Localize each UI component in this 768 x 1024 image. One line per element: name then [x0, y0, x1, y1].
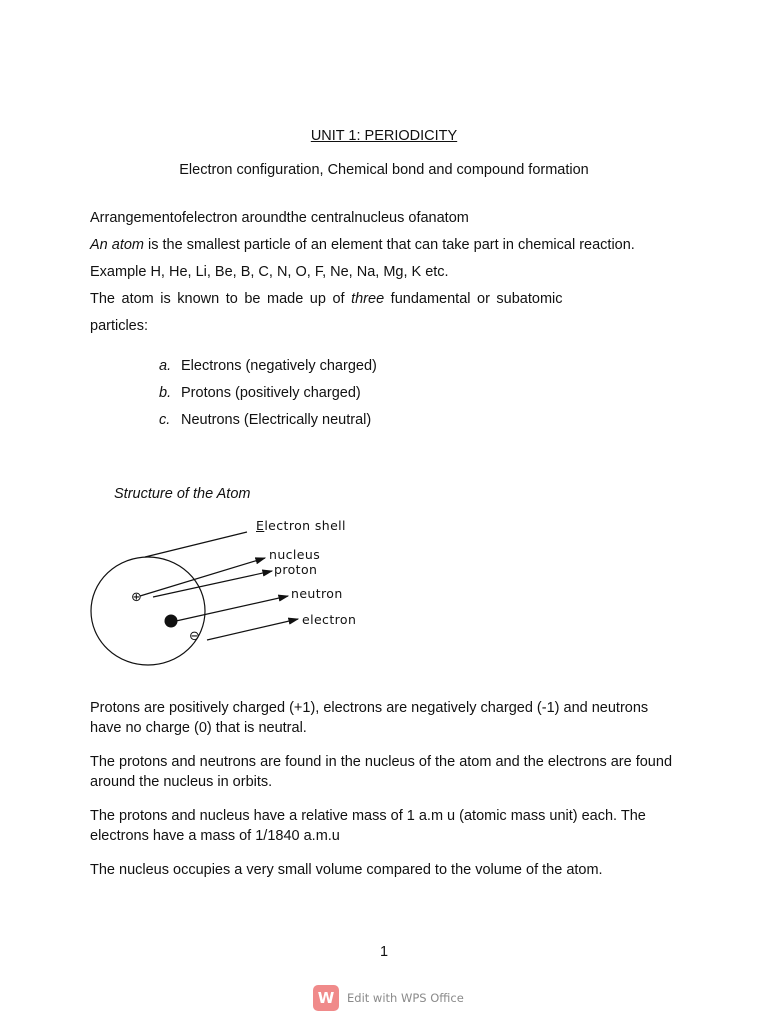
- electron-shell-circle: [91, 557, 205, 665]
- atom-definition-text: is the smallest particle of an element that can take part in chemical reaction.: [144, 237, 635, 253]
- electron-shell-pointer: [145, 532, 247, 557]
- page-subtitle: Electron configuration, Chemical bond and compound formation: [179, 162, 589, 178]
- label-proton: proton: [274, 562, 318, 577]
- paragraph-volume: The nucleus occupies a very small volume compared to the volume of the atom.: [90, 862, 603, 878]
- list-marker: c.: [159, 412, 171, 428]
- section-heading: Arrangementofelectron aroundthe centralnucleus ofanatom: [90, 210, 469, 226]
- paragraph-location: The protons and neutrons are found in the nucleus of the atom and the electrons are found around the nucleus in orbits.: [90, 754, 673, 790]
- particles-label: particles:: [90, 318, 149, 334]
- proton-arrow: [153, 571, 272, 597]
- list-marker: b.: [159, 385, 172, 401]
- wps-logo-icon[interactable]: W: [313, 985, 339, 1011]
- emphasis-three: three: [351, 291, 385, 307]
- label-electron: electron: [302, 612, 357, 627]
- page-title: UNIT 1: PERIODICITY: [310, 128, 458, 144]
- wps-edit-link[interactable]: Edit with WPS Office: [347, 991, 464, 1005]
- label-nucleus: nucleus: [269, 547, 321, 562]
- neutron-arrow: [176, 596, 288, 621]
- paragraph-charges: Protons are positively charged (+1), electrons are negatively charged (-1) and neutrons have no charge (0) that is neutral.: [90, 700, 649, 736]
- electron-symbol: ⊖: [189, 629, 200, 644]
- element-examples: Example H, He, Li, Be, B, C, N, O, F, Ne, Na, Mg, K etc.: [90, 264, 449, 280]
- neutron-dot: [165, 615, 178, 628]
- diagram-caption: Structure of the Atom: [114, 486, 251, 502]
- paragraph-mass: The protons and nucleus have a relative mass of 1 a.m u (atomic mass unit) each. The electrons have a mass of 1/1840 a.m.u: [90, 808, 646, 844]
- label-neutron: neutron: [291, 586, 343, 601]
- atom-term: An atom: [90, 237, 144, 253]
- electron-arrow: [207, 619, 298, 640]
- page-number: 1: [379, 944, 389, 960]
- wps-footer[interactable]: [313, 984, 464, 1012]
- proton-symbol: ⊕: [131, 590, 142, 605]
- list-text: Neutrons (Electrically neutral): [181, 412, 372, 428]
- list-text: Electrons (negatively charged): [181, 358, 377, 374]
- label-electron-shell: Electron shell: [256, 518, 346, 533]
- list-marker: a.: [159, 358, 172, 374]
- list-text: Protons (positively charged): [181, 385, 361, 401]
- made-up-sentence: The atom is known to be made up of three fundamental or subatomic: [90, 291, 563, 307]
